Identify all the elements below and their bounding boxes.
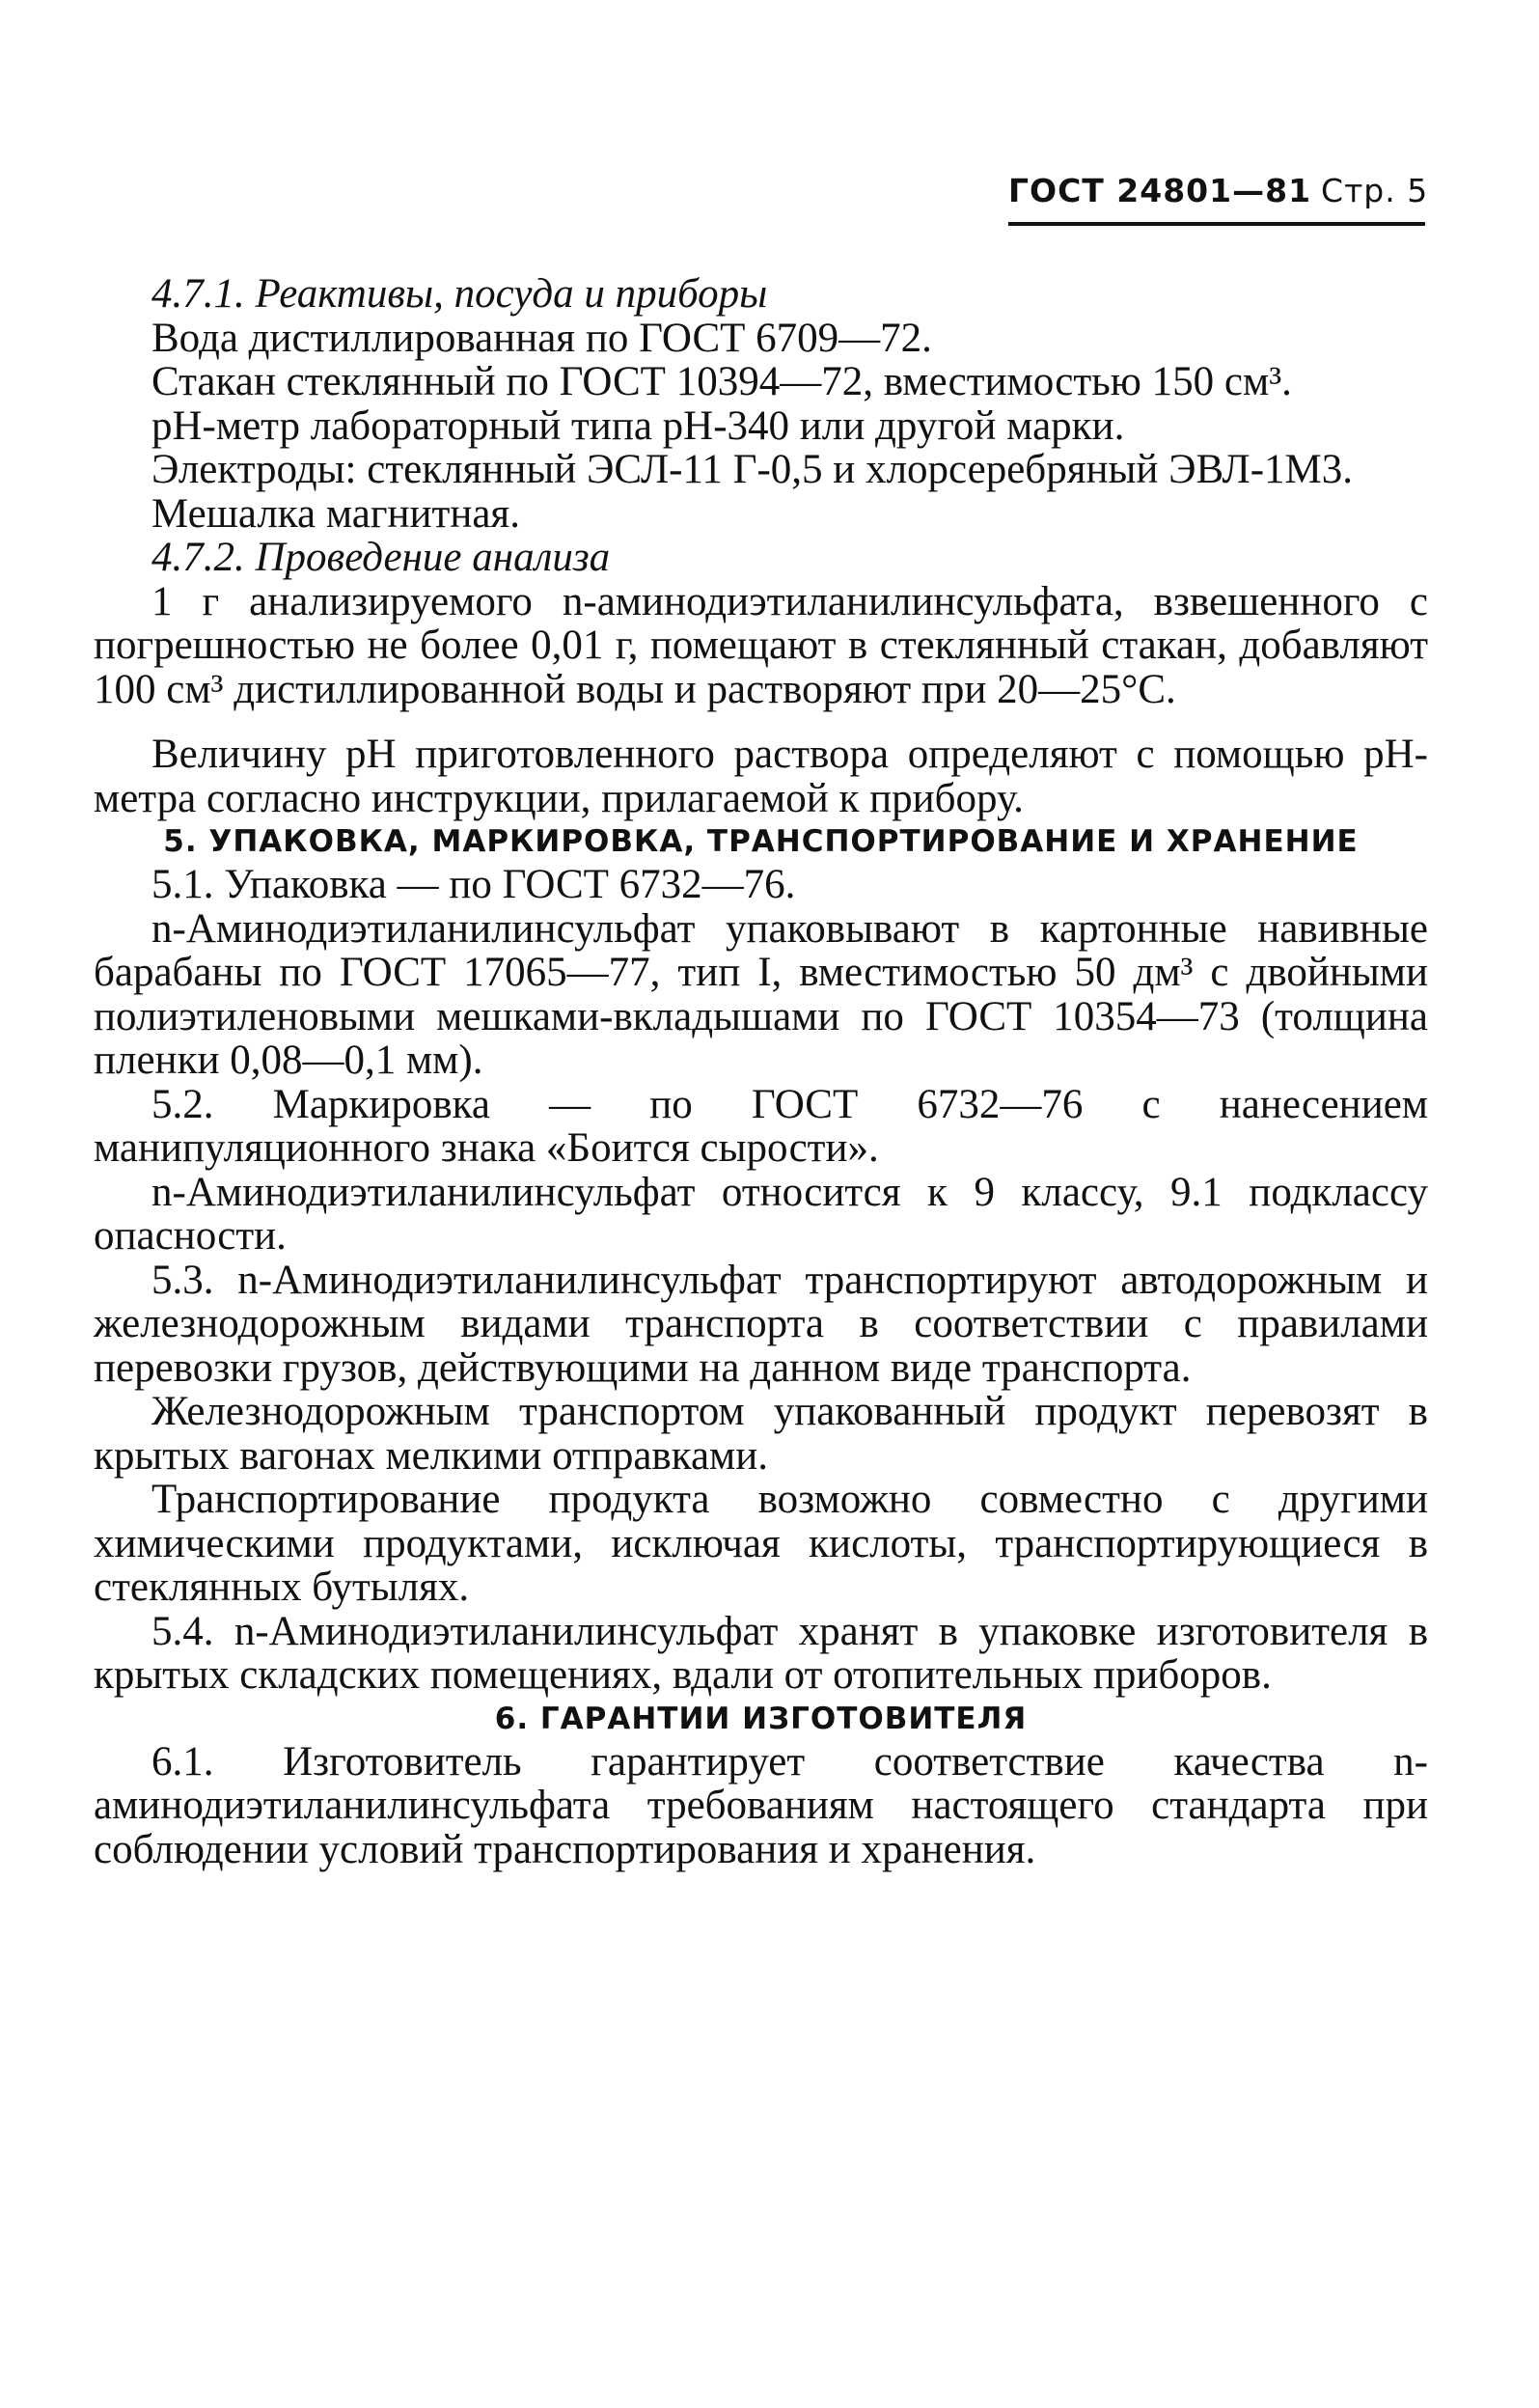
paragraph-6-1: 6.1. Изготовитель гарантирует соответствие качества n-аминодиэтиланилинсульфата требованиям настоящего стандарта при соблюдении условий транспортирования и хранения. — [94, 1738, 1428, 1872]
paragraph-5-2-class: n-Аминодиэтиланилинсульфат относится к 9 классу, 9.1 подклассу опасности. — [94, 1169, 1428, 1259]
header-rule — [1008, 222, 1425, 226]
paragraph-5-3: 5.3. n-Аминодиэтиланилинсульфат транспортируют автодорожным и железнодорожным видами транспорта в соответствии с правилами перевозки грузов, действующими на данном виде транспорта. — [94, 1257, 1428, 1391]
paragraph-5-1-drums: n-Аминодиэтиланилинсульфат упаковывают в картонные навивные барабаны по ГОСТ 17065—77, тип I, вместимостью 50 дм³ с двойными полиэтиленовыми мешками-вкладышами по ГОСТ 10354—73 (толщина пленки 0,08—0,1 мм). — [94, 905, 1428, 1083]
page-number: Стр. 5 — [1321, 172, 1429, 209]
paragraph-5-3-joint: Транспортирование продукта возможно совместно с другими химическими продуктами, исключая кислоты, транспортирующиеся в стеклянных бутылях. — [94, 1477, 1428, 1610]
paragraph-mixer: Мешалка магнитная. — [151, 490, 520, 537]
page-header — [1008, 172, 1429, 209]
paragraph-electrodes: Электроды: стеклянный ЭСЛ-11 Г-0,5 и хлорсеребряный ЭВЛ-1М3. — [151, 447, 1354, 492]
section-5-heading: 5. УПАКОВКА, МАРКИРОВКА, ТРАНСПОРТИРОВАНИЕ И ХРАНЕНИЕ — [163, 824, 1359, 859]
paragraph-water: Вода дистиллированная по ГОСТ 6709—72. — [151, 315, 932, 361]
subsection-4-7-1-title: 4.7.1. Реактивы, посуда и приборы — [151, 271, 768, 317]
paragraph-5-4: 5.4. n-Аминодиэтиланилинсульфат хранят в упаковке изготовителя в крытых складских помещениях, вдали от отопительных приборов. — [94, 1608, 1428, 1698]
paragraph-ph-meter: pH-метр лабораторный типа pH-340 или другой марки. — [151, 402, 1125, 449]
paragraph-5-3-rail: Железнодорожным транспортом упакованный продукт перевозят в крытых вагонах мелкими отправками. — [94, 1389, 1428, 1479]
paragraph-5-2: 5.2. Маркировка — по ГОСТ 6732—76 с нанесением манипуляционного знака «Боится сырости». — [94, 1081, 1428, 1171]
document-body — [94, 272, 1428, 1871]
paragraph-glass: Стакан стеклянный по ГОСТ 10394—72, вместимостью 150 см³. — [151, 359, 1292, 404]
doc-number: ГОСТ 24801—81 — [1008, 172, 1312, 209]
paragraph-5-1: 5.1. Упаковка — по ГОСТ 6732—76. — [151, 862, 796, 907]
paragraph-ph-measure: Величину pH приготовленного раствора определяют с помощью pH-метра согласно инструкции, прилагаемой к прибору. — [94, 732, 1428, 821]
paragraph-procedure: 1 г анализируемого n-аминодиэтиланилинсульфата, взвешенного с погрешностью не более 0,01 г, помещают в стеклянный стакан, добавляют 100 см³ дистиллированной воды и растворяют при 20—25°С. — [94, 578, 1428, 712]
subsection-4-7-2-title: 4.7.2. Проведение анализа — [151, 535, 611, 580]
section-6-heading: 6. ГАРАНТИИ ИЗГОТОВИТЕЛЯ — [494, 1701, 1028, 1736]
